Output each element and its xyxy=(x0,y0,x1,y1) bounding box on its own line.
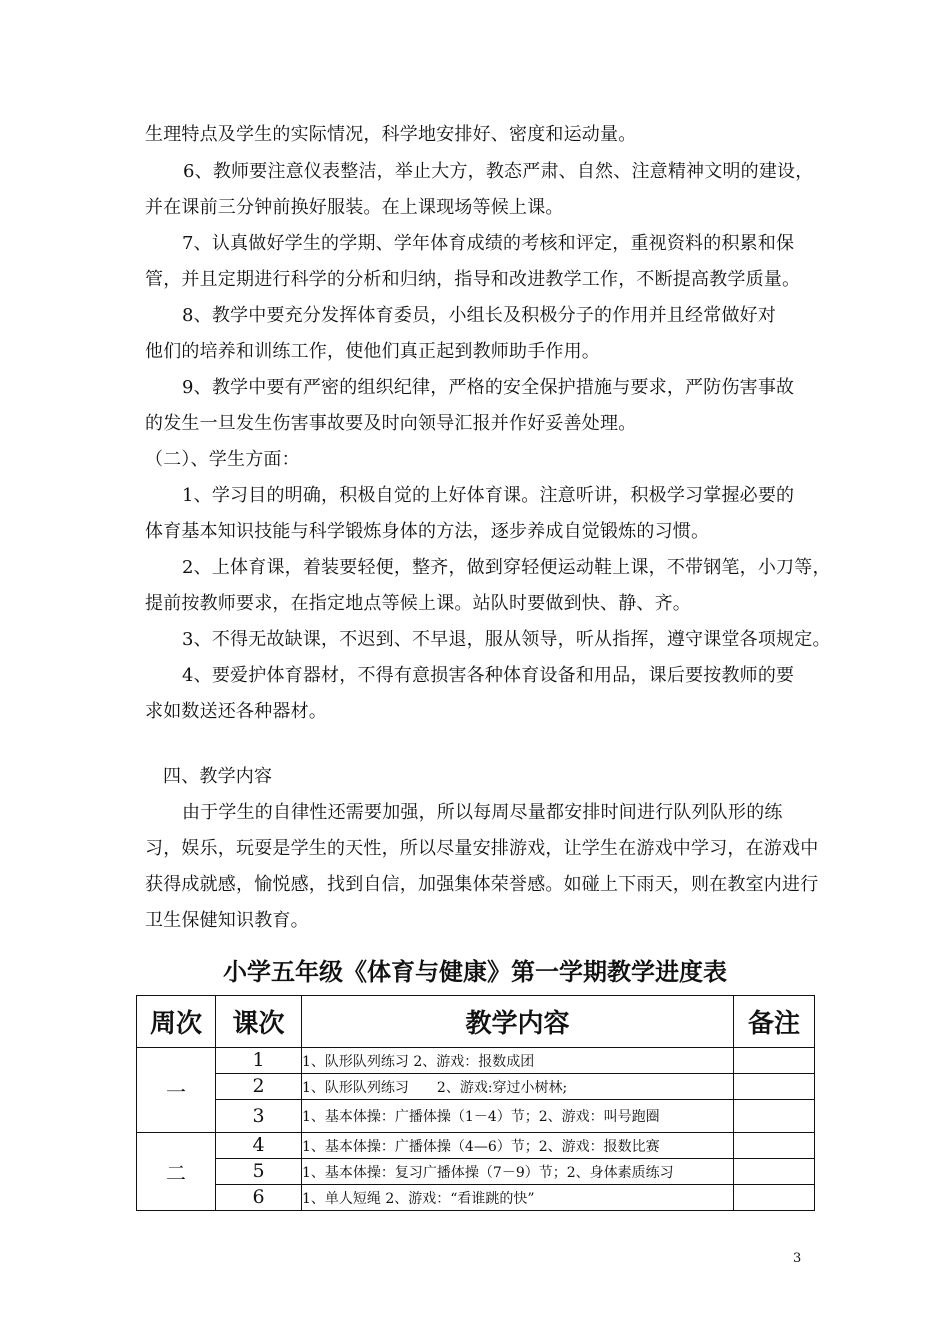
header-lesson: 课次 xyxy=(216,996,302,1048)
lesson-number: 5 xyxy=(216,1159,302,1185)
text-line: 由于学生的自律性还需要加强，所以每周尽量都安排时间进行队列队形的练 xyxy=(182,802,783,823)
table-title: 小学五年级《体育与健康》第一学期教学进度表 xyxy=(223,958,727,986)
text-line: 体育基本知识技能与科学锻炼身体的方法，逐步养成自觉锻炼的习惯。 xyxy=(145,521,710,542)
text-line: 管，并且定期进行科学的分析和归纳，指导和改进教学工作，不断提高教学质量。 xyxy=(145,269,801,290)
table-row xyxy=(137,1074,815,1100)
lesson-content: 1、单人短绳 2、游戏：“看谁跳的快” xyxy=(302,1185,734,1211)
lesson-content: 1、基本体操：广播体操（1－4）节；2、游戏：叫号跑圈 xyxy=(302,1100,734,1133)
text-line: 6、教师要注意仪表整洁，举止大方，教态严肃、自然、注意精神文明的建设， xyxy=(183,161,814,182)
table-row xyxy=(137,1133,815,1159)
lesson-number: 2 xyxy=(216,1074,302,1100)
lesson-number: 4 xyxy=(216,1133,302,1159)
lesson-content: 1、队形队列练习 2、游戏：报数成团 xyxy=(302,1048,734,1074)
table-header-row xyxy=(137,996,815,1048)
text-line: 求如数送还各种器材。 xyxy=(145,701,327,722)
text-line: 1、学习目的明确，积极自觉的上好体育课。注意听讲，积极学习掌握必要的 xyxy=(182,485,795,506)
text-line: 4、要爱护体育器材，不得有意损害各种体育设备和用品，课后要按教师的要 xyxy=(182,665,795,686)
week-cell: 二 xyxy=(137,1133,216,1211)
lesson-note xyxy=(734,1159,815,1185)
lesson-note xyxy=(734,1048,815,1074)
text-line: 并在课前三分钟前换好服装。在上课现场等候上课。 xyxy=(145,197,564,218)
lesson-note xyxy=(734,1185,815,1211)
header-week: 周次 xyxy=(137,996,216,1048)
header-content: 教学内容 xyxy=(302,996,734,1048)
table-row xyxy=(137,1048,815,1074)
lesson-content: 1、队形队列练习 2、游戏:穿过小树林; xyxy=(302,1074,734,1100)
table-row xyxy=(137,1185,815,1211)
section-heading: （二）、学生方面： xyxy=(145,449,300,470)
lesson-content: 1、基本体操：广播体操（4—6）节；2、游戏：报数比赛 xyxy=(302,1133,734,1159)
text-line: 生理特点及学生的实际情况，科学地安排好、密度和运动量。 xyxy=(145,124,637,145)
text-line: 8、教学中要充分发挥体育委员，小组长及积极分子的作用并且经常做好对 xyxy=(182,305,777,326)
lesson-note xyxy=(734,1074,815,1100)
page-number: 3 xyxy=(793,1251,802,1266)
schedule-table xyxy=(136,995,815,1211)
lesson-number: 3 xyxy=(216,1100,302,1133)
text-line: 的发生一旦发生伤害事故要及时向领导汇报并作好妥善处理。 xyxy=(145,413,637,434)
text-line: 获得成就感，愉悦感，找到自信，加强集体荣誉感。如碰上下雨天，则在教室内进行 xyxy=(145,874,819,895)
text-line: 卫生保健知识教育。 xyxy=(145,910,309,931)
lesson-note xyxy=(734,1100,815,1133)
lesson-content: 1、基本体操：复习广播体操（7－9）节；2、身体素质练习 xyxy=(302,1159,734,1185)
text-line: 7、认真做好学生的学期、学年体育成绩的考核和评定，重视资料的积累和保 xyxy=(182,233,795,254)
text-line: 2、上体育课，着装要轻便，整齐，做到穿轻便运动鞋上课，不带钢笔，小刀等， xyxy=(182,557,831,578)
header-note: 备注 xyxy=(734,996,815,1048)
text-line: 他们的培养和训练工作，使他们真正起到教师助手作用。 xyxy=(145,341,600,362)
table-row xyxy=(137,1159,815,1185)
week-cell: 一 xyxy=(137,1048,216,1133)
table-row xyxy=(137,1100,815,1133)
text-line: 提前按教师要求，在指定地点等候上课。站队时要做到快、静、齐。 xyxy=(145,593,691,614)
lesson-note xyxy=(734,1133,815,1159)
section-heading: 四、教学内容 xyxy=(163,766,273,787)
text-line: 习，娱乐，玩耍是学生的天性，所以尽量安排游戏，让学生在游戏中学习，在游戏中 xyxy=(145,838,819,859)
text-line: 3、不得无故缺课，不迟到、不早退，服从领导，听从指挥，遵守课堂各项规定。 xyxy=(182,629,831,650)
lesson-number: 1 xyxy=(216,1048,302,1074)
text-line: 9、教学中要有严密的组织纪律，严格的安全保护措施与要求，严防伤害事故 xyxy=(182,377,795,398)
lesson-number: 6 xyxy=(216,1185,302,1211)
